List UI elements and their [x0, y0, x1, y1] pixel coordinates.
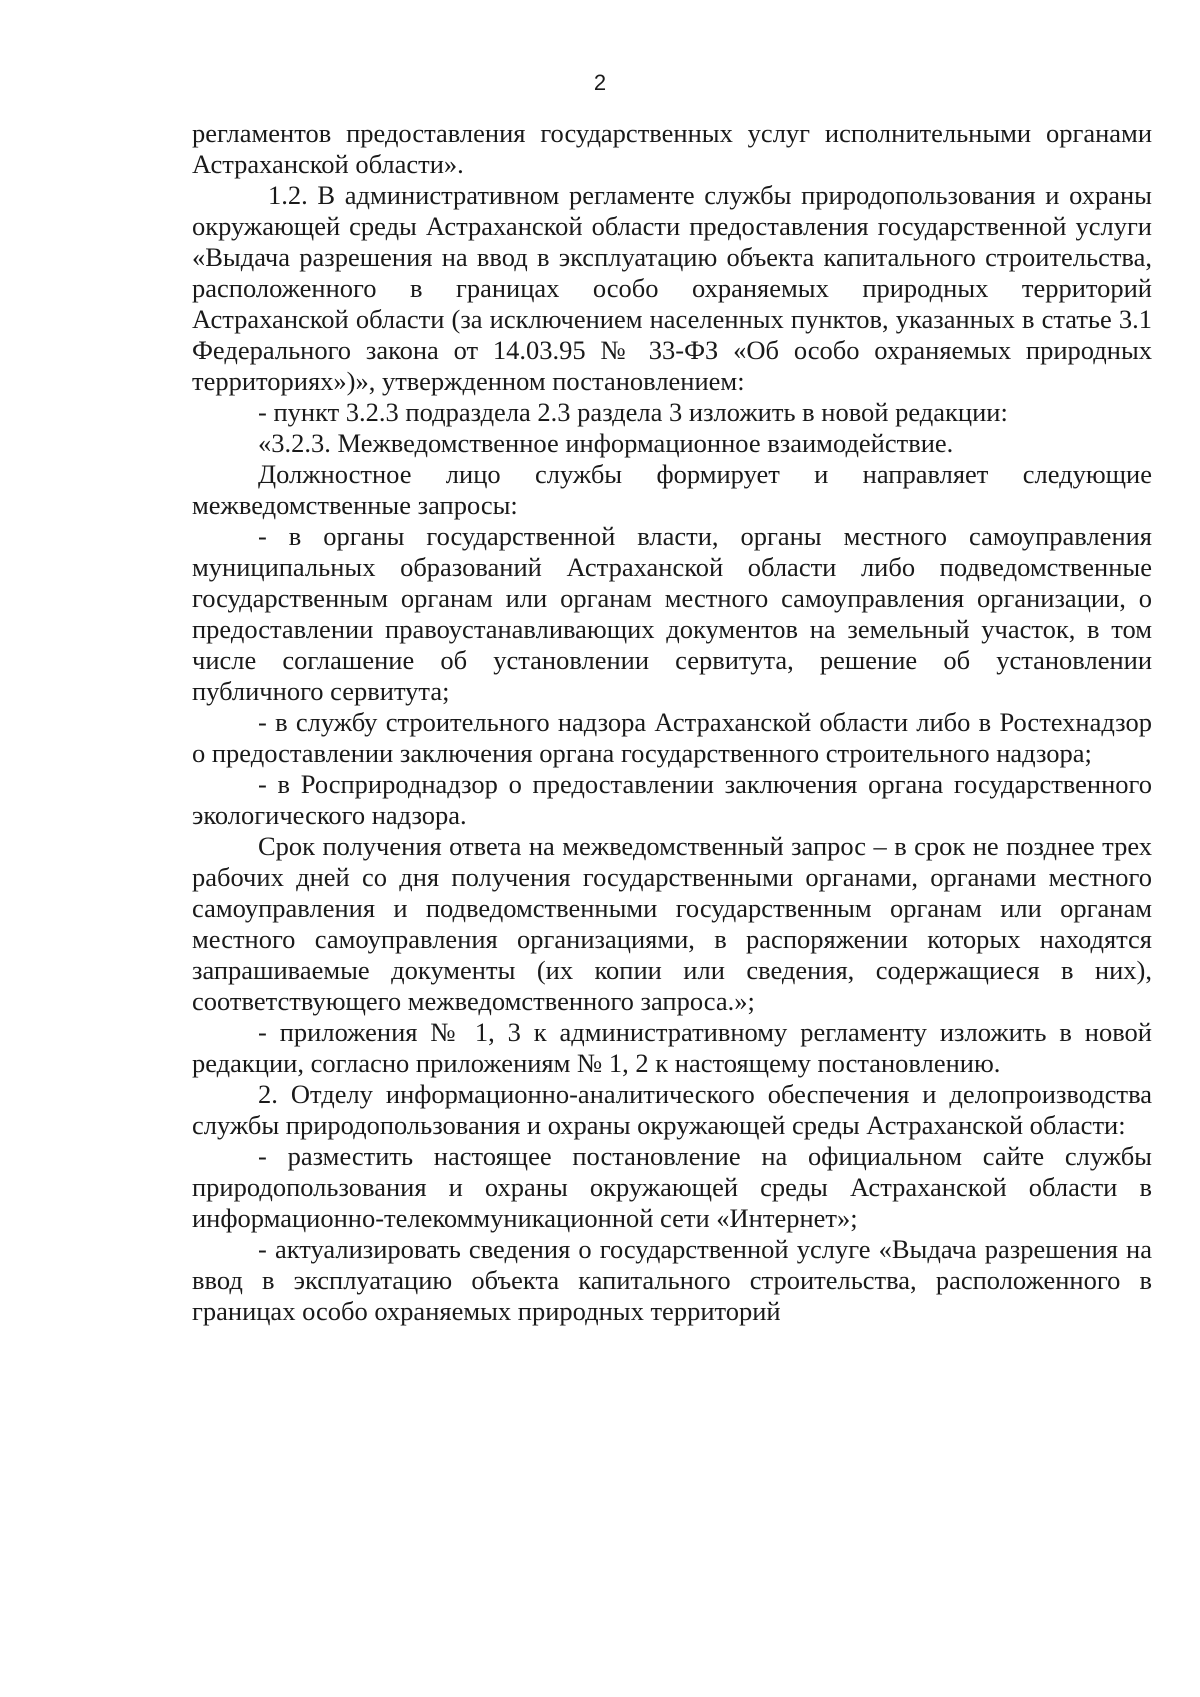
- para-official-requests: Должностное лицо службы формирует и направляет следующие межведомственные запросы:: [192, 459, 1152, 520]
- para-update-info: - актуализировать сведения о государственной услуге «Выдача разрешения на ввод в эксплуатацию объекта капитального строительства, расположенного в границах особо охраняемых природных территорий: [192, 1234, 1152, 1326]
- para-request-authorities: - в органы государственной власти, органы местного самоуправления муниципальных образований Астраханской области либо подведомственные государственным органам или органам местного самоуправления организации, о предоставлении правоустанавливающих документов на земельный участок, в том числе соглашение об установлении сервитута, решение об установлении публичного сервитута;: [192, 521, 1152, 706]
- para-heading-3-2-3: «3.2.3. Межведомственное информационное взаимодействие.: [258, 428, 954, 458]
- para-response-deadline: Срок получения ответа на межведомственный запрос – в срок не позднее трех рабочих дней со дня получения государственными органами, органами местного самоуправления и подведомственными государственным органам или органам местного самоуправления организациями, в распоряжении которых находятся запрашиваемые документы (их копии или сведения, содержащиеся в них), соответствующего межведомственного запроса.»;: [192, 831, 1152, 1016]
- page-number: 2: [593, 70, 607, 95]
- document-body: [192, 118, 1152, 1327]
- para-2-department: 2. Отделу информационно-аналитического обеспечения и делопроизводства службы природопользования и охраны окружающей среды Астраханской области:: [192, 1079, 1152, 1140]
- para-request-ecology: - в Росприроднадзор о предоставлении заключения органа государственного экологического надзора.: [192, 769, 1152, 830]
- para-item-3-2-3: - пункт 3.2.3 подраздела 2.3 раздела 3 изложить в новой редакции:: [258, 397, 1008, 427]
- para-request-construction: - в службу строительного надзора Астраханской области либо в Ростехнадзор о предоставлении заключения органа государственного строительного надзора;: [192, 707, 1152, 768]
- para-1-2: 1.2. В административном регламенте службы природопользования и охраны окружающей среды Астраханской области предоставления государственной услуги «Выдача разрешения на ввод в эксплуатацию объекта капитального строительства, расположенного в границах особо охраняемых природных территорий Астраханской области (за исключением населенных пунктов, указанных в статье 3.1 Федерального закона от 14.03.95 № 33-ФЗ «Об особо охраняемых природных территориях»)», утвержденном постановлением:: [192, 180, 1152, 396]
- para-publish: - разместить настоящее постановление на официальном сайте службы природопользования и охраны окружающей среды Астраханской области в информационно-телекоммуникационной сети «Интернет»;: [192, 1141, 1152, 1233]
- para-continuation: регламентов предоставления государственных услуг исполнительными органами Астраханской области».: [192, 118, 1152, 179]
- para-appendices: - приложения № 1, 3 к административному регламенту изложить в новой редакции, согласно приложениям № 1, 2 к настоящему постановлению.: [192, 1017, 1152, 1078]
